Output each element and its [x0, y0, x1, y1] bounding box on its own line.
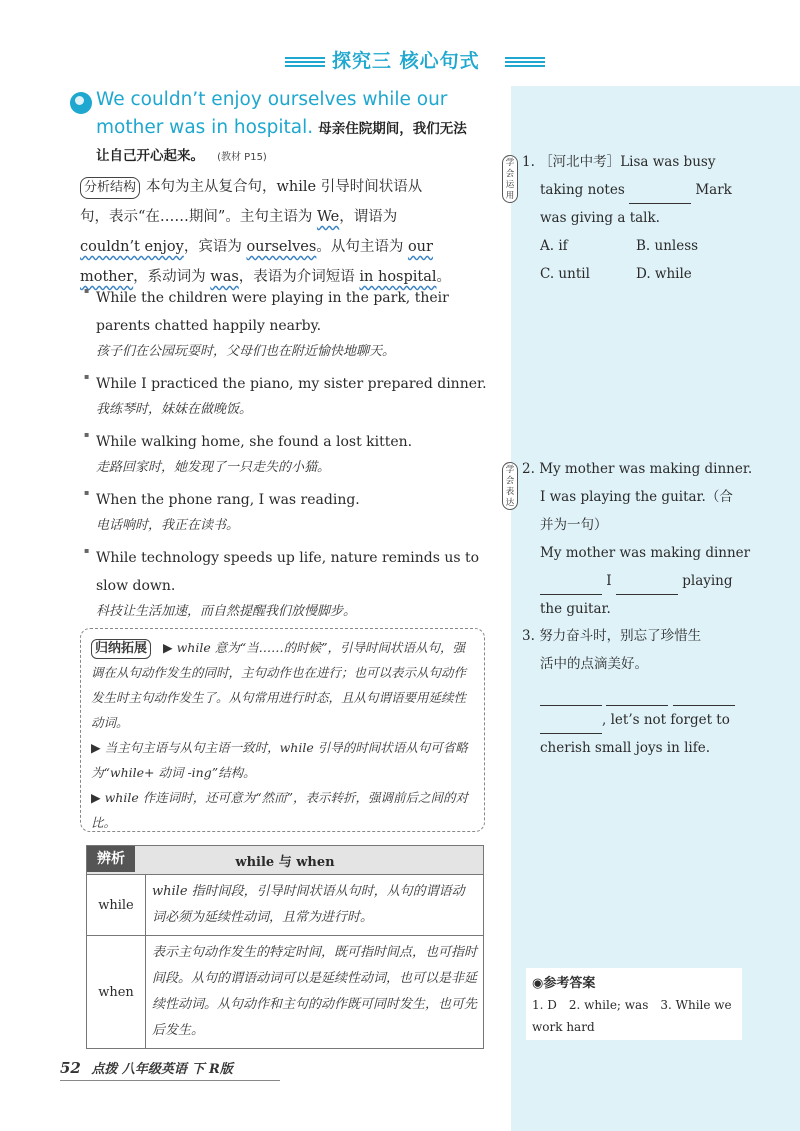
analysis-line: ，表语为介词短语 — [238, 269, 360, 285]
exercise-text: My mother was making dinner — [540, 545, 751, 561]
analysis-linking-verb: was — [210, 269, 239, 285]
table-row — [87, 936, 484, 1049]
exercise-text: Lisa was busy — [620, 154, 716, 170]
key-sentence-source: (教材 P15) — [217, 152, 267, 163]
example-english: ▪ While I practiced the piano, my sister prepared dinner. — [96, 376, 487, 392]
section-title-bar — [0, 40, 800, 80]
answer-key-title — [532, 972, 595, 991]
example-chinese: 孩子们在公园玩耍时，父母们也在附近愉快地聊天。 — [96, 344, 396, 359]
example-list — [86, 284, 496, 630]
analysis-line: ，系动词为 — [133, 269, 211, 285]
exercise-text: the guitar. — [540, 601, 611, 617]
summary-tag: 归纳拓展 — [91, 639, 151, 659]
answer-key-title-text: 参考答案 — [543, 976, 596, 991]
exercise-2 — [522, 455, 752, 623]
option-c[interactable]: C. until — [540, 266, 590, 282]
summary-point: ▶ while 作连词时，还可意为“然而”，表示转折，强调前后之间的对比。 — [91, 790, 468, 830]
answer-key-icon: ◉ — [532, 976, 544, 991]
summary-box — [80, 628, 485, 832]
key-sentence-chinese-1: 母亲住院期间，我们无法 — [318, 121, 467, 137]
example-item — [86, 284, 496, 364]
exercise-text: 努力奋斗时，别忘了珍惜生 — [539, 628, 702, 644]
exercise-text: cherish small joys in life. — [540, 740, 711, 756]
exercise-text: was giving a talk. — [540, 210, 660, 226]
exercise-text: Mark — [695, 182, 732, 198]
option-b[interactable]: B. unless — [636, 238, 699, 254]
analysis-line: ，谓语为 — [339, 209, 398, 225]
example-item — [86, 486, 496, 538]
example-chinese: 走路回家时，她发现了一只走失的小猫。 — [96, 460, 331, 475]
exercise-text: 并为一句） — [540, 517, 608, 533]
exercise-text: My mother was making dinner. — [539, 461, 753, 477]
comparison-header — [87, 846, 484, 875]
analysis-line: 。从句主语为 — [316, 239, 408, 255]
analysis-subject: We — [316, 209, 340, 225]
analysis-clause-subject: our — [407, 239, 433, 255]
analysis-line: 。 — [436, 269, 452, 285]
key-sentence-chinese-2: 让自己开心起来。 — [96, 148, 204, 164]
learn-express-tag: 学会表达 — [502, 462, 518, 510]
exercise-text: , let’s not forget to — [602, 712, 730, 728]
page-number: 52 — [60, 1059, 81, 1077]
structure-analysis — [80, 172, 485, 292]
answer-key-box — [526, 968, 742, 1040]
comparison-desc: while 指时间段，引导时间状语从句时，从句的谓语动词必须为延续性动词，且常为进行时。 — [146, 875, 484, 936]
exercise-source: ［河北中考］ — [539, 154, 621, 170]
learn-apply-tag: 学会运用 — [502, 155, 518, 203]
footer-divider — [60, 1080, 280, 1081]
summary-point: ▶ while 意为“当……的时候”，引导时间状语从句，强调在从句动作发生的同时，主句动作也在进行；也可以表示从句动作发生时主句动作发生了。从句常用进行时态，且从句谓语要用延续性动词。 — [91, 640, 467, 730]
key-sentence-english-1: We couldn’t enjoy ourselves while our — [96, 89, 448, 110]
example-item — [86, 370, 496, 422]
answer-key-text: 1. D 2. while; was 3. While we work hard — [532, 998, 732, 1034]
analysis-tag: 分析结构 — [80, 177, 140, 199]
example-chinese: 科技让生活加速，而自然提醒我们放慢脚步。 — [96, 604, 357, 619]
comparison-word: while — [87, 875, 146, 936]
analysis-predicative: in hospital — [359, 269, 437, 285]
exercise-3 — [522, 622, 735, 762]
analysis-line: 本句为主从复合句，while 引导时间状语从 — [146, 179, 423, 195]
section-title: 探究三 核心句式 — [332, 50, 480, 72]
exercise-text: I — [606, 573, 612, 589]
key-sentence-bullet-icon — [70, 92, 92, 114]
exercise-1 — [522, 148, 732, 288]
exercise-text: I was playing the guitar.（合 — [540, 489, 733, 505]
exercise-number: 2. — [522, 461, 535, 477]
answer-blank[interactable] — [616, 594, 678, 595]
analysis-object: ourselves — [246, 239, 317, 255]
comparison-desc: 表示主句动作发生的特定时间，既可指时间点，也可指时间段。从句的谓语动词可以是延续性动词，也可以是非延续性动词。从句动作和主句的动作既可同时发生，也可先后发生。 — [146, 936, 484, 1049]
exercise-number: 1. — [522, 154, 535, 170]
exercise-text: taking notes — [540, 182, 625, 198]
comparison-label: 辨析 — [87, 846, 135, 872]
example-english: ▪ While technology speeds up life, nature reminds us to slow down. — [96, 550, 480, 594]
page-footer — [60, 1058, 233, 1077]
book-title: 点拨 八年级英语 下 R版 — [91, 1062, 233, 1077]
example-item — [86, 544, 496, 624]
comparison-title: while 与 when — [235, 854, 335, 870]
exercise-text: playing — [682, 573, 733, 589]
comparison-table — [86, 845, 484, 1049]
exercise-number: 3. — [522, 628, 535, 644]
example-english: ▪ When the phone rang, I was reading. — [96, 492, 360, 508]
comparison-word: when — [87, 936, 146, 1049]
summary-point: ▶ 当主句主语与从句主语一致时，while 引导的时间状语从句可省略为“while+ 动词 -ing”结构。 — [91, 740, 468, 780]
analysis-line: ，宾语为 — [183, 239, 247, 255]
table-row — [87, 875, 484, 936]
key-sentence-english-2: mother was in hospital. — [96, 117, 314, 138]
key-sentence — [96, 86, 521, 164]
analysis-clause-subject: mother — [80, 269, 134, 285]
example-english: ▪ While walking home, she found a lost kitten. — [96, 434, 413, 450]
title-stripe-right — [505, 57, 545, 68]
example-chinese: 电话响时，我正在读书。 — [96, 518, 240, 533]
example-item — [86, 428, 496, 480]
example-chinese: 我练琴时，妹妹在做晚饭。 — [96, 402, 253, 417]
analysis-verb: couldn’t enjoy — [80, 239, 184, 255]
option-a[interactable]: A. if — [540, 238, 568, 254]
exercise-text: 活中的点滴美好。 — [540, 656, 648, 672]
title-stripe-left — [285, 57, 325, 68]
analysis-line: 句，表示“在……期间”。主句主语为 — [80, 209, 317, 225]
example-english: ▪ While the children were playing in the park, their parents chatted happily nearby. — [96, 290, 449, 334]
option-d[interactable]: D. while — [636, 266, 692, 282]
